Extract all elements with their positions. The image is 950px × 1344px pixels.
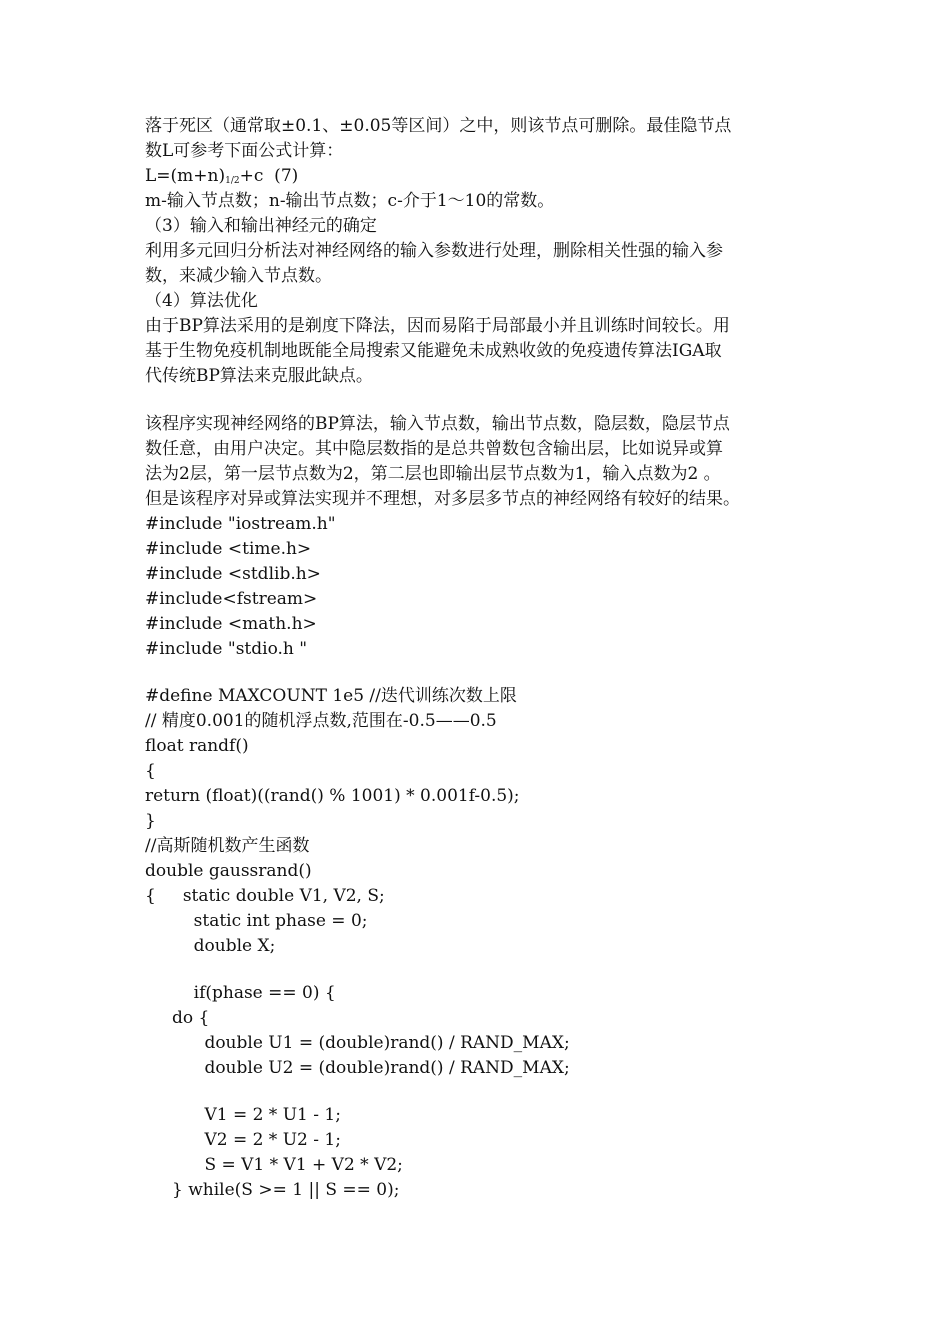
paragraph-line: 利用多元回归分析法对神经网络的输入参数进行处理，删除相关性强的输入参 [145, 241, 723, 261]
formula-lhs: L=(m+n) [145, 166, 226, 186]
code-line: if(phase == 0) { [145, 983, 336, 1003]
paragraph-line: 该程序实现神经网络的BP算法，输入节点数，输出节点数，隐层数，隐层节点 [145, 414, 730, 434]
paragraph-line: 数L可参考下面公式计算： [145, 141, 344, 161]
code-include: #include "iostream.h" [145, 514, 336, 534]
code-include: #include <stdlib.h> [145, 564, 321, 584]
formula-rhs: +c (7) [239, 166, 299, 186]
code-line: S = V1 * V1 + V2 * V2; [145, 1155, 403, 1175]
code-include: #include <time.h> [145, 539, 312, 559]
paragraph-line: 但是该程序对异或算法实现并不理想，对多层多节点的神经网络有较好的结果。 [145, 489, 740, 509]
code-define: #define MAXCOUNT 1e5 //迭代训练次数上限 [145, 686, 517, 706]
code-line: static int phase = 0; [145, 911, 368, 931]
paragraph-line: 数任意，由用户决定。其中隐层数指的是总共曾数包含输出层，比如说异或算 [145, 439, 723, 459]
code-line: double X; [145, 936, 276, 956]
code-include: #include "stdio.h " [145, 639, 308, 659]
code-line: V2 = 2 * U2 - 1; [145, 1130, 341, 1150]
code-line: } while(S >= 1 || S == 0); [145, 1180, 400, 1200]
paragraph-line: 代传统BP算法来克服此缺点。 [145, 366, 373, 386]
code-line: { static double V1, V2, S; [145, 886, 385, 906]
paragraph-line: 基于生物免疫机制地既能全局搜索又能避免未成熟收敛的免疫遗传算法IGA取 [145, 341, 722, 361]
code-comment: //高斯随机数产生函数 [145, 836, 310, 856]
section-heading: （4）算法优化 [145, 291, 258, 311]
code-line: float randf() [145, 736, 249, 756]
code-include: #include <math.h> [145, 614, 317, 634]
paragraph-line: 落于死区（通常取±0.1、±0.05等区间）之中，则该节点可删除。最佳隐节点 [145, 116, 732, 136]
code-line: double U1 = (double)rand() / RAND_MAX; [145, 1033, 570, 1053]
code-line: V1 = 2 * U1 - 1; [145, 1105, 341, 1125]
code-include: #include<fstream> [145, 589, 318, 609]
code-line: } [145, 811, 156, 831]
paragraph-line: 数，来减少输入节点数。 [145, 266, 332, 286]
code-line: { [145, 761, 156, 781]
code-line: do { [145, 1008, 210, 1028]
paragraph-line: 法为2层，第一层节点数为2，第二层也即输出层节点数为1，输入点数为2 。 [145, 464, 721, 484]
formula-line [145, 164, 298, 188]
paragraph-line: 由于BP算法采用的是剃度下降法，因而易陷于局部最小并且训练时间较长。用 [145, 316, 730, 336]
section-heading: （3）输入和输出神经元的确定 [145, 216, 377, 236]
code-line: double U2 = (double)rand() / RAND_MAX; [145, 1058, 570, 1078]
variable-definitions: m-输入节点数；n-输出节点数；c-介于1～10的常数。 [145, 191, 555, 211]
code-line: return (float)((rand() % 1001) * 0.001f-0.5); [145, 786, 520, 806]
code-line: double gaussrand() [145, 861, 312, 881]
code-comment: // 精度0.001的随机浮点数,范围在-0.5——0.5 [145, 711, 497, 731]
formula-exponent: 1/2 [225, 176, 240, 186]
